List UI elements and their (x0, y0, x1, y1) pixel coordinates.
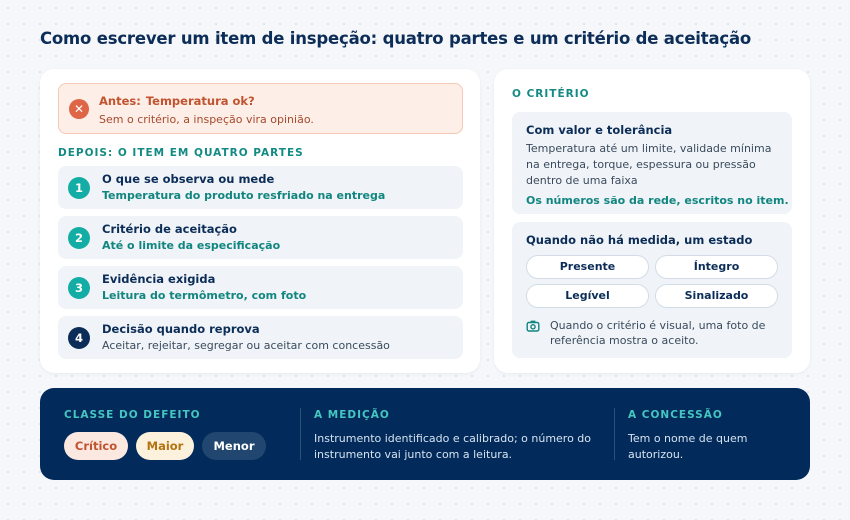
defect-class-critical: Crítico (64, 432, 128, 460)
state-panel (512, 222, 792, 358)
step-title: Evidência exigida (102, 272, 216, 286)
before-note: Sem o critério, a inspeção vira opinião. (99, 113, 314, 126)
step-item (58, 216, 463, 259)
divider (614, 408, 615, 460)
item-structure-card (40, 69, 480, 373)
step-number: 3 (68, 277, 90, 299)
state-chip: Íntegro (655, 255, 778, 279)
step-number: 2 (68, 227, 90, 249)
before-example-line (99, 94, 255, 108)
value-panel-body: Temperatura até um limite, validade mínima na entrega, torque, espessura ou pressão dentro de uma faixa (526, 142, 772, 187)
step-subtitle: Leitura do termômetro, com foto (102, 289, 307, 302)
before-example: Temperatura ok? (145, 94, 255, 108)
page-title: Como escrever um item de inspeção: quatro partes e um critério de aceitação (40, 29, 752, 48)
step-item (58, 166, 463, 209)
close-icon: ✕ (69, 99, 89, 119)
defect-class-minor: Menor (202, 432, 266, 460)
value-panel-title: Com valor e tolerância (526, 123, 673, 137)
state-panel-title: Quando não há medida, um estado (526, 233, 753, 247)
criterion-section-label: O CRITÉRIO (512, 88, 590, 100)
after-section-label: DEPOIS: O ITEM EM QUATRO PARTES (58, 147, 304, 159)
photo-reference-note: Quando o critério é visual, uma foto de referência mostra o aceito. (550, 319, 766, 347)
concession-text: Tem o nome de quem autorizou. (628, 432, 748, 461)
measurement-label: A MEDIÇÃO (314, 409, 390, 421)
step-title: O que se observa ou mede (102, 172, 275, 186)
step-subtitle: Temperatura do produto resfriado na entrega (102, 189, 386, 202)
before-label: Antes: (99, 94, 141, 108)
divider (300, 408, 301, 460)
measurement-text: Instrumento identificado e calibrado; o número do instrumento vai junto com a leitura. (314, 432, 592, 461)
value-tolerance-panel (512, 112, 792, 214)
state-chip: Presente (526, 255, 649, 279)
step-number: 4 (68, 327, 90, 349)
step-item (58, 266, 463, 309)
before-example-box (58, 83, 463, 134)
defect-class-major: Maior (136, 432, 194, 460)
defect-class-label: CLASSE DO DEFEITO (64, 409, 201, 421)
state-chip: Legível (526, 284, 649, 308)
concession-label: A CONCESSÃO (628, 409, 723, 421)
step-item (58, 316, 463, 359)
step-title: Critério de aceitação (102, 222, 237, 236)
criterion-card (494, 69, 810, 373)
step-subtitle: Aceitar, rejeitar, segregar ou aceitar com concessão (102, 339, 390, 352)
state-chip: Sinalizado (655, 284, 778, 308)
step-title: Decisão quando reprova (102, 322, 260, 336)
value-panel-note: Os números são da rede, escritos no item. (526, 194, 789, 207)
step-subtitle: Até o limite da especificação (102, 239, 281, 252)
bottom-band (40, 388, 810, 480)
step-number: 1 (68, 177, 90, 199)
camera-icon (526, 319, 540, 333)
